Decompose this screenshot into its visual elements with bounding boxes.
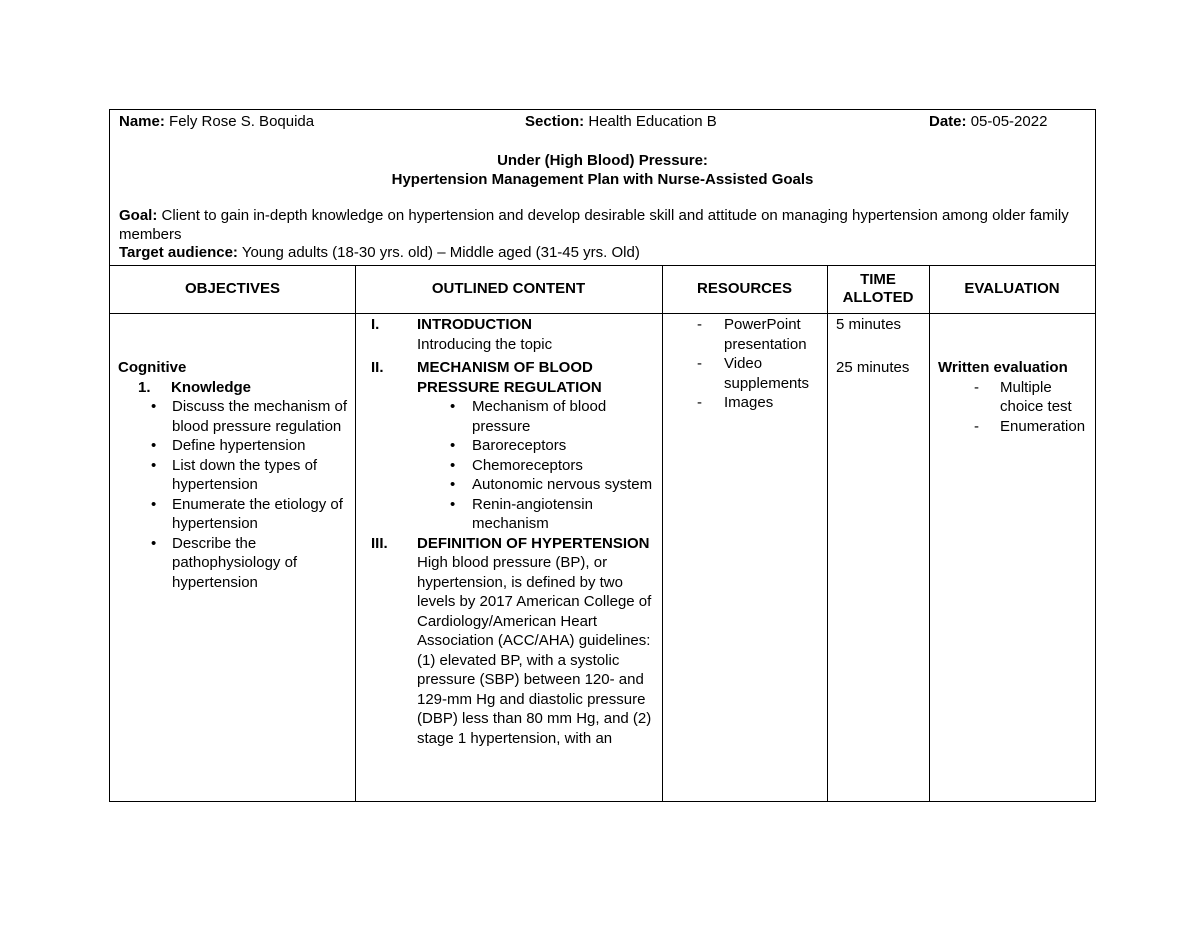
mechanism-item: • Renin-angiotensin mechanism [355, 495, 655, 534]
mechanism-item: • Mechanism of blood pressure [355, 397, 655, 436]
document-title: Under (High Blood) Pressure: Hypertension Management Plan with Nurse-Assisted Goals [391, 152, 814, 188]
content-section-introduction: I. INTRODUCTION Introducing the topic [371, 316, 553, 353]
document-header [110, 110, 1095, 266]
evaluation-cell [938, 358, 1094, 436]
objective-item: • Describe the pathophysiology of hypertension [118, 534, 350, 593]
objective-domain: Cognitive [118, 359, 187, 376]
time-mechanism: 25 minutes [836, 359, 910, 376]
column-header-objectives: OBJECTIVES [184, 280, 281, 297]
mechanism-item: • Baroreceptors [355, 436, 655, 456]
column-header-time: TIME ALLOTED [842, 271, 914, 306]
resource-item: - Video supplements [697, 354, 823, 393]
outlined-content-cell [355, 315, 655, 748]
objectives-cell: Cognitive 1. Knowledge • Discuss the mechanism of blood pressure regulation • Define hypertension • List down the types of hypertension • Enumerate the etiology of hypertension • Describe the pathophysiology of hypertension [118, 358, 350, 592]
evaluation-item: - Multiple choice test [938, 378, 1094, 417]
lesson-plan-page [109, 109, 1096, 802]
evaluation-title: Written evaluation [938, 359, 1068, 376]
objective-item: • Enumerate the etiology of hypertension [118, 495, 350, 534]
goal-statement: Goal: Client to gain in-depth knowledge on hypertension and develop desirable skill and attitude on managing hypertension among older family members Target audience: Young adults (18-30 yrs. old) – Middle aged (31-45 yrs. Old) [119, 207, 1069, 261]
objective-item: • Discuss the mechanism of blood pressure regulation [118, 397, 350, 436]
column-header-outlined-content: OUTLINED CONTENT [431, 280, 586, 297]
mechanism-item: • Autonomic nervous system [355, 475, 655, 495]
section-field: Section: Health Education B [525, 113, 717, 130]
mechanism-item: • Chemoreceptors [355, 456, 655, 476]
column-header-evaluation: EVALUATION [964, 280, 1060, 297]
objective-item: • Define hypertension [118, 436, 350, 456]
name-field: Name: Fely Rose S. Boquida [119, 113, 315, 130]
date-field: Date: 05-05-2022 [929, 113, 1048, 130]
evaluation-item: - Enumeration [938, 417, 1094, 437]
plan-table [110, 265, 1095, 801]
content-section-definition: III. DEFINITION OF HYPERTENSION High blood pressure (BP), or hypertension, is defined by two levels by 2017 American College of Cardiology/American Heart Association (ACC/AHA) guidelines: (1) elevated BP, with a systolic pressure (SBP) between 120- and 129-mm Hg and diastolic pressure (DBP) less than 80 mm Hg, and (2) stage 1 hypertension, with an [371, 534, 652, 747]
objective-level: Knowledge [171, 378, 252, 396]
resources-cell [697, 315, 823, 413]
objective-item: • List down the types of hypertension [118, 456, 350, 495]
resource-item: - PowerPoint presentation [697, 315, 823, 354]
resource-item: - Images [697, 393, 823, 413]
column-header-resources: RESOURCES [696, 280, 793, 297]
content-section-mechanism: II. MECHANISM OF BLOOD PRESSURE REGULATION [371, 359, 602, 396]
time-intro: 5 minutes [836, 316, 902, 333]
